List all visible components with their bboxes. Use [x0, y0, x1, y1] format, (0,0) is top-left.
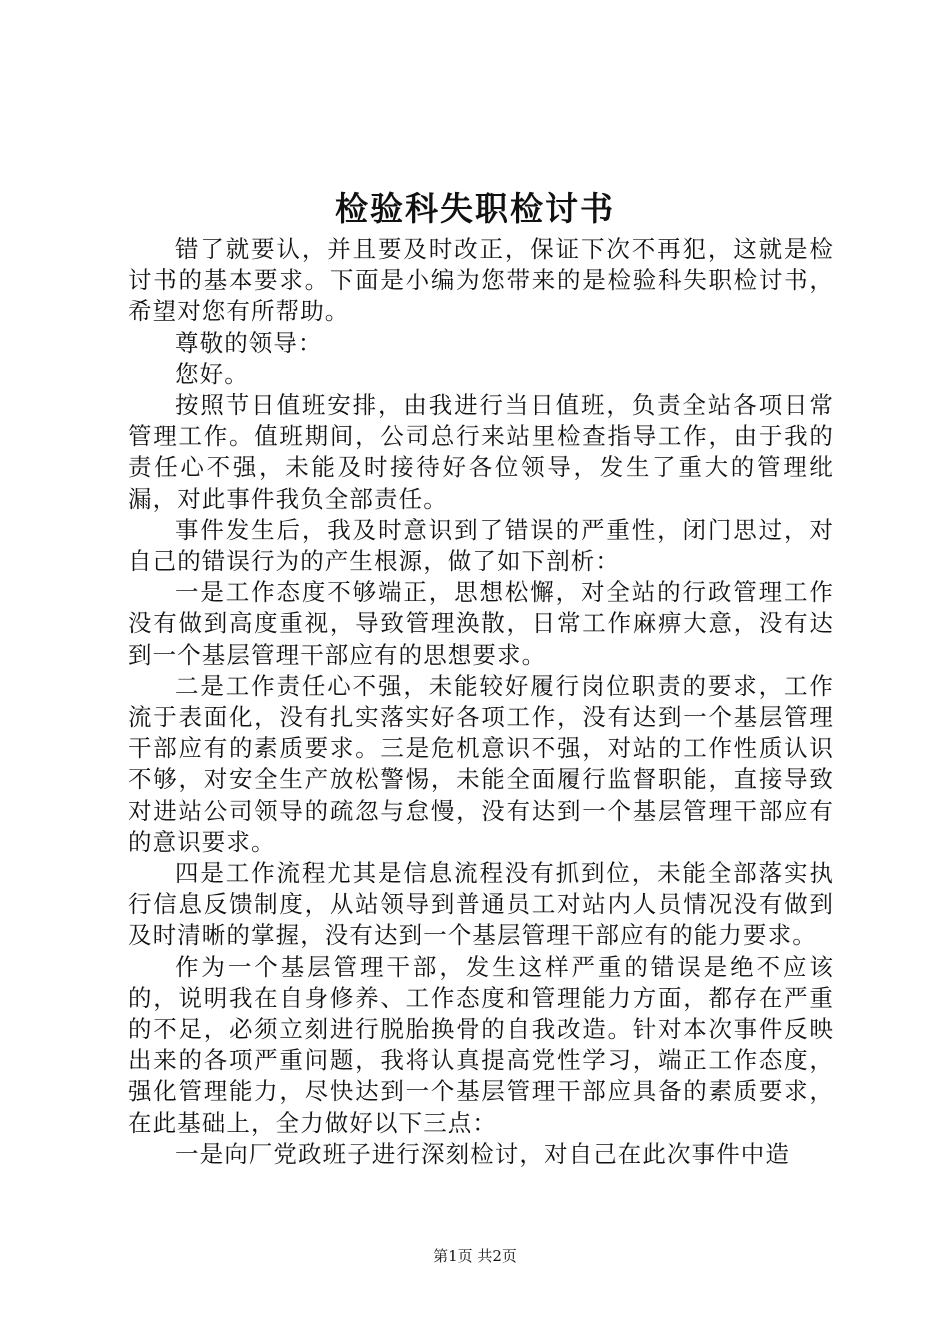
paragraph-greeting: 您好。 [175, 359, 249, 388]
paragraph-salutation: 尊敬的领导： [175, 328, 323, 357]
paragraph-summary: 作为一个基层管理干部，发生这样严重的错误是绝不应该的，说明我在自身修养、工作态度和管理能力方面，都存在严重的不足，必须立刻进行脱胎换骨的自我改造。针对本次事件反映出来的各项严重问题，我将认真提高党性学习，端正工作态度，强化管理能力，尽快达到一个基层管理干部应具备的素质要求，在此基础上，全力做好以下三点： [128, 952, 834, 1137]
paragraph-point-one: 一是工作态度不够端正，思想松懈，对全站的行政管理工作没有做到高度重视，导致管理涣散，日常工作麻痹大意，没有达到一个基层管理干部应有的思想要求。 [128, 578, 834, 669]
page-number: 第1页 共2页 [433, 1247, 517, 1265]
paragraph-intro: 错了就要认，并且要及时改正，保证下次不再犯，这就是检讨书的基本要求。下面是小编为您带来的是检验科失职检讨书，希望对您有所帮助。 [128, 235, 834, 326]
paragraph-point-two-three: 二是工作责任心不强，未能较好履行岗位职责的要求，工作流于表面化，没有扎实落实好各项工作，没有达到一个基层管理干部应有的素质要求。三是危机意识不强，对站的工作性质认识不够，对安全生产放松警惕，未能全面履行监督职能，直接导致对进站公司领导的疏忽与怠慢，没有达到一个基层管理干部应有的意识要求。 [128, 671, 834, 856]
paragraph-reflection: 事件发生后，我及时意识到了错误的严重性，闭门思过，对自己的错误行为的产生根源，做了如下剖析： [128, 515, 834, 576]
paragraph-point-four: 四是工作流程尤其是信息流程没有抓到位，未能全部落实执行信息反馈制度，从站领导到普通员工对站内人员情况没有做到及时清晰的掌握，没有达到一个基层管理干部应有的能力要求。 [128, 859, 834, 950]
paragraph-action-one: 一是向厂党政班子进行深刻检讨，对自己在此次事件中造 [175, 1139, 790, 1168]
paragraph-incident: 按照节日值班安排，由我进行当日值班，负责全站各项日常管理工作。值班期间，公司总行来站里检查指导工作，由于我的责任心不强，未能及时接待好各位领导，发生了重大的管理纰漏，对此事件我负全部责任。 [128, 391, 834, 513]
document-title: 检验科失职检讨书 [335, 189, 615, 228]
document-body [128, 234, 834, 1170]
